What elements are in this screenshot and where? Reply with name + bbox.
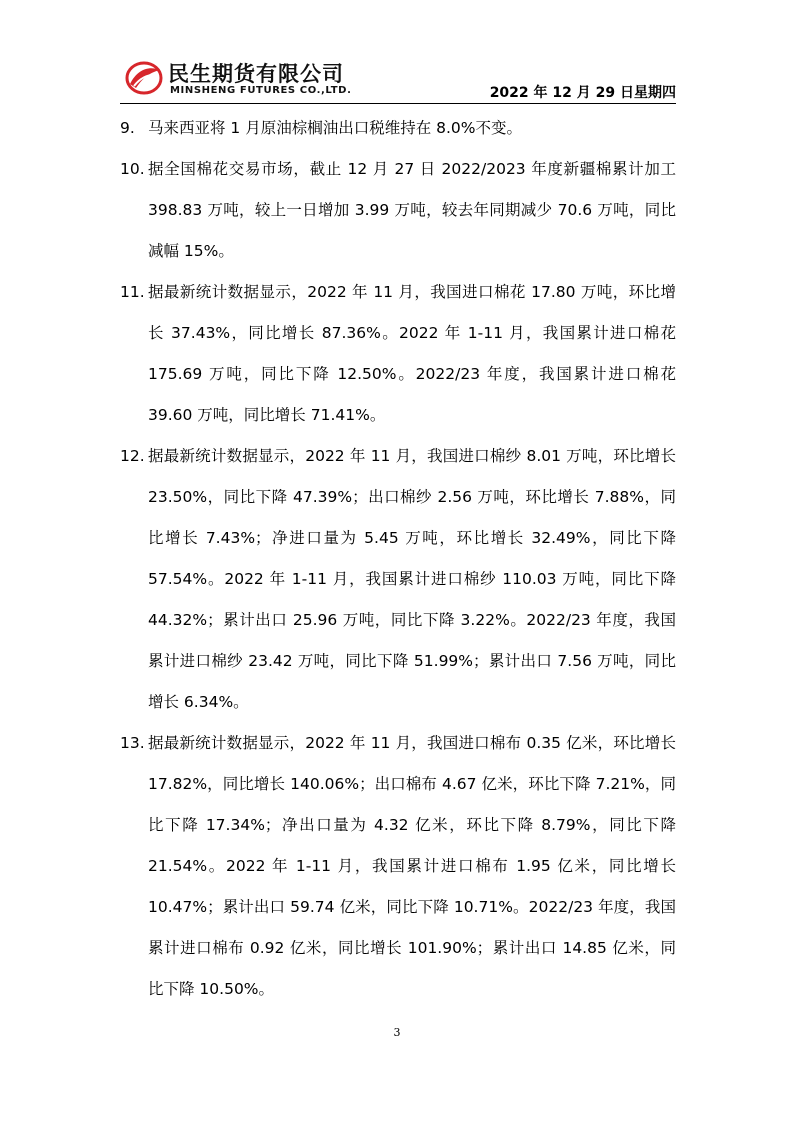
logo-english-name: MINSHENG FUTURES CO.,LTD. [170, 85, 352, 96]
item-text: 据最新统计数据显示，2022 年 11 月，我国进口棉花 17.80 万吨，环比增长 37.43%，同比增长 87.36%。2022 年 1-11 月，我国累计进口棉花 175.69 万吨，同比下降 12.50%。2022/23 年度，我国累计进口棉花 39.60 万吨，同比增长 71.41%。 [148, 283, 676, 424]
item-text: 据最新统计数据显示，2022 年 11 月，我国进口棉布 0.35 亿米，环比增长 17.82%，同比增长 140.06%；出口棉布 4.67 亿米，环比下降 7.21%，同比下降 17.34%；净出口量为 4.32 亿米，环比下降 8.79%，同比下降 21.54%。2022 年 1-11 月，我国累计进口棉布 1.95 亿米，同比增长 10.47%；累计出口 59.74 亿米，同比下降 10.71%。2022/23 年度，我国累计进口棉布 0.92 亿米，同比增长 101.90%；累计出口 14.85 亿米，同比下降 10.50%。 [148, 734, 676, 998]
item-number: 9. [120, 119, 135, 137]
report-date: 2022 年 12 月 29 日星期四 [489, 85, 676, 101]
list-item [120, 723, 676, 1010]
news-list [120, 108, 676, 1010]
header-divider [120, 103, 676, 104]
list-item [120, 272, 676, 436]
list-item [120, 436, 676, 723]
item-number: 12. [120, 447, 145, 465]
list-item [120, 108, 676, 149]
minsheng-logo-icon [124, 60, 164, 96]
item-number: 11. [120, 283, 145, 301]
item-number: 13. [120, 734, 145, 752]
item-number: 10. [120, 160, 145, 178]
page-header [120, 52, 676, 104]
company-logo [120, 54, 370, 100]
logo-chinese-name: 民生期货有限公司 [168, 62, 344, 86]
item-text: 据全国棉花交易市场，截止 12 月 27 日 2022/2023 年度新疆棉累计加工 398.83 万吨，较上一日增加 3.99 万吨，较去年同期减少 70.6 万吨，同比减幅 15%。 [148, 160, 676, 260]
page-number: 3 [393, 1026, 401, 1039]
item-text: 据最新统计数据显示，2022 年 11 月，我国进口棉纱 8.01 万吨，环比增长 23.50%，同比下降 47.39%；出口棉纱 2.56 万吨，环比增长 7.88%，同比增长 7.43%；净进口量为 5.45 万吨，环比增长 32.49%，同比下降 57.54%。2022 年 1-11 月，我国累计进口棉纱 110.03 万吨，同比下降 44.32%；累计出口 25.96 万吨，同比下降 3.22%。2022/23 年度，我国累计进口棉纱 23.42 万吨，同比下降 51.99%；累计出口 7.56 万吨，同比增长 6.34%。 [148, 447, 676, 711]
list-item [120, 149, 676, 272]
item-text: 马来西亚将 1 月原油棕榈油出口税维持在 8.0%不变。 [148, 119, 523, 137]
